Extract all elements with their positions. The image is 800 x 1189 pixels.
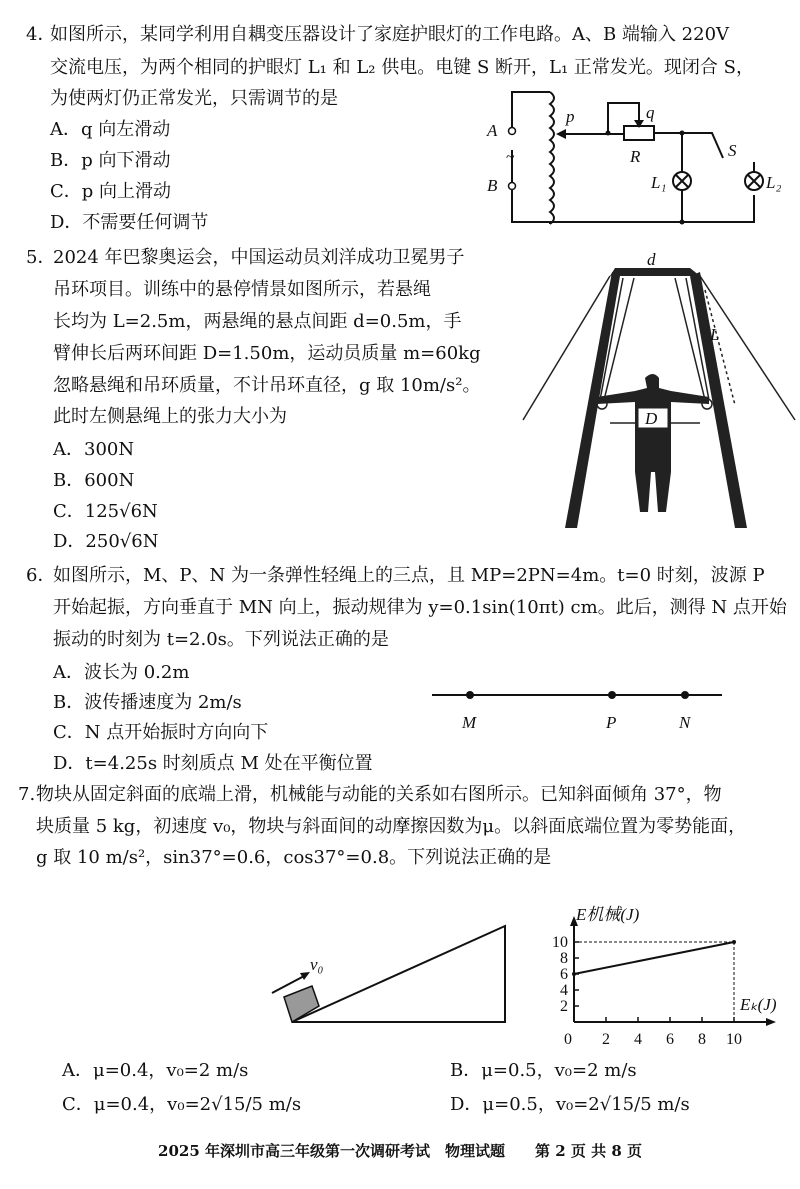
- label-n: N: [679, 713, 691, 732]
- label-a: A: [487, 121, 498, 140]
- q5-stem-line: 臂伸长后两环间距 D=1.50m，运动员质量 m=60kg: [53, 343, 481, 364]
- q5-option-c: C．125√6N: [53, 501, 158, 522]
- series-line: [574, 942, 734, 974]
- q5-option-d: D．250√6N: [53, 531, 159, 552]
- q5-option-b: B．600N: [53, 470, 135, 491]
- q7-number: 7.: [18, 784, 36, 805]
- label-d-large: D: [645, 409, 658, 428]
- q4-option-a: A．q 向左滑动: [50, 119, 171, 140]
- y-tick-label: 4: [560, 982, 568, 999]
- q6-number: 6．: [26, 565, 56, 586]
- q6-option-b: B．波传播速度为 2m/s: [53, 692, 242, 713]
- q7-option-a: A．μ=0.4，v₀=2 m/s: [62, 1060, 249, 1081]
- q7-energy-chart: [530, 840, 800, 1055]
- q4-stem-line: 如图所示，某同学利用自耦变压器设计了家庭护眼灯的工作电路。A、B 端输入 220V: [50, 24, 730, 45]
- data-point: [732, 940, 736, 944]
- q4-option-c: C．p 向上滑动: [50, 181, 172, 202]
- q6-stem-line: 如图所示，M、P、N 为一条弹性轻绳上的三点，且 MP=2PN=4m。t=0 时刻，波源 P: [53, 565, 765, 586]
- label-v0: v₀: [310, 955, 324, 974]
- label-p: P: [606, 713, 617, 732]
- q7-stem-line: 块质量 5 kg，初速度 v₀，物块与斜面间的动摩擦因数为μ。以斜面底端位置为零势能面，: [36, 816, 747, 837]
- q4-stem-line: 为使两灯仍正常发光，只需调节的是: [50, 88, 338, 109]
- q7-option-b: B．μ=0.5，v₀=2 m/s: [450, 1060, 637, 1081]
- q4-number: 4．: [26, 24, 56, 45]
- label-l1: L₁: [651, 173, 667, 192]
- q6-rope-figure: [425, 680, 725, 760]
- q7-option-d: D．μ=0.5，v₀=2√15/5 m/s: [450, 1094, 690, 1115]
- label-q: q: [646, 103, 655, 122]
- label-r: R: [630, 147, 641, 166]
- label-s: S: [728, 141, 737, 160]
- q6-option-a: A．波长为 0.2m: [53, 662, 190, 683]
- q6-stem-line: 开始起振，方向垂直于 MN 向上，振动规律为 y=0.1sin(10πt) cm。此后，测得 N 点开始: [53, 597, 787, 618]
- q4-circuit-diagram: [470, 85, 782, 235]
- q5-stem-line: 忽略悬绳和吊环质量，不计吊环直径，g 取 10m/s²。: [53, 375, 481, 396]
- x-tick-label: 0: [564, 1031, 572, 1048]
- q4-option-b: B．p 向下滑动: [50, 150, 171, 171]
- label-m: M: [462, 713, 477, 732]
- ac-symbol: ~: [506, 149, 515, 166]
- q6-option-c: C．N 点开始振时方向向下: [53, 722, 269, 743]
- q4-option-d: D．不需要任何调节: [50, 212, 209, 233]
- y-tick-label: 8: [560, 950, 568, 967]
- y-tick-label: 2: [560, 998, 568, 1015]
- q5-number: 5．: [26, 247, 56, 268]
- x-tick-label: 2: [602, 1031, 610, 1048]
- y-tick-label: 10: [552, 934, 568, 951]
- q5-stem-line: 长均为 L=2.5m，两悬绳的悬点间距 d=0.5m，手: [53, 311, 462, 332]
- q5-stem-line: 2024 年巴黎奥运会，中国运动员刘洋成功卫冕男子: [53, 247, 465, 268]
- label-l2: L₂: [766, 173, 782, 192]
- x-tick-label: 8: [698, 1031, 706, 1048]
- q7-stem-line: 物块从固定斜面的底端上滑，机械能与动能的关系如右图所示。已知斜面倾角 37°，物: [36, 784, 722, 805]
- q5-stem-line: 吊环项目。训练中的悬停情景如图所示，若悬绳: [53, 279, 431, 300]
- label-b: B: [487, 176, 498, 195]
- q5-rings-figure: [515, 245, 800, 535]
- y-tick-label: 6: [560, 966, 568, 983]
- q7-stem-line: g 取 10 m/s²，sin37°=0.6，cos37°=0.8。下列说法正确的是: [36, 847, 552, 868]
- x-tick-label: 4: [634, 1031, 642, 1048]
- q6-option-d: D．t=4.25s 时刻质点 M 处在平衡位置: [53, 753, 373, 774]
- label-l: L: [710, 325, 720, 344]
- q4-stem-line: 交流电压，为两个相同的护眼灯 L₁ 和 L₂ 供电。电键 S 断开，L₁ 正常发光。现闭合 S，: [50, 57, 754, 78]
- q6-stem-line: 振动的时刻为 t=2.0s。下列说法正确的是: [53, 629, 389, 650]
- data-point: [572, 972, 576, 976]
- q7-option-c: C．μ=0.4，v₀=2√15/5 m/s: [62, 1094, 302, 1115]
- q7-incline-figure: [265, 920, 515, 1030]
- label-p: p: [566, 107, 575, 126]
- page-footer: 2025 年深圳市高三年级第一次调研考试 物理试题 第 2 页 共 8 页: [158, 1142, 642, 1160]
- y-axis-label: E机械(J): [576, 905, 640, 924]
- x-tick-label: 10: [726, 1031, 742, 1048]
- x-tick-label: 6: [666, 1031, 674, 1048]
- q5-option-a: A．300N: [53, 439, 135, 460]
- q5-stem-line: 此时左侧悬绳上的张力大小为: [53, 406, 287, 427]
- x-axis-label: Eₖ(J): [740, 995, 777, 1014]
- label-d-small: d: [647, 250, 656, 269]
- x-axis-arrow: [766, 1018, 776, 1026]
